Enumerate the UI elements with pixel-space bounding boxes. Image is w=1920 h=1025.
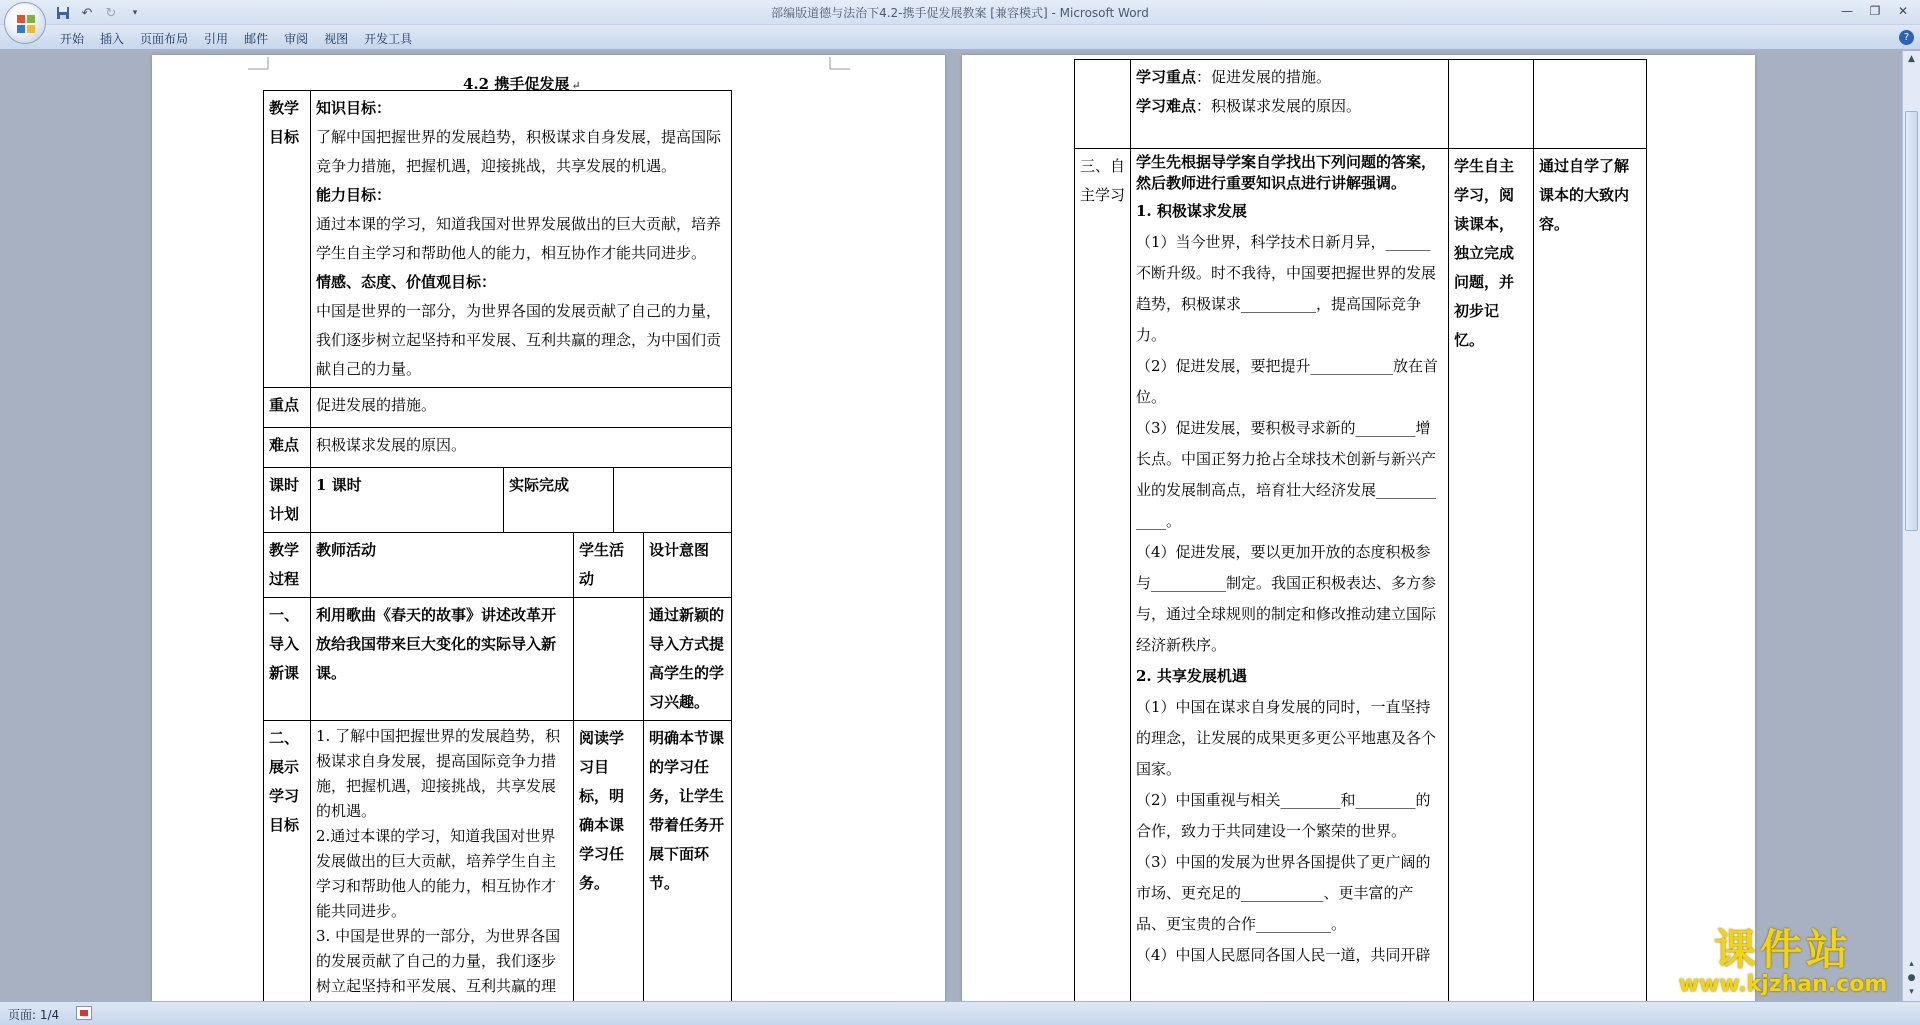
tab-developer[interactable]: 开发工具 <box>364 32 413 46</box>
self-study-label: 三、自主学习 <box>1075 149 1131 1004</box>
ribbon-tab-bar <box>0 25 1920 50</box>
tab-references[interactable]: 引用 <box>204 32 229 46</box>
key-text: 促进发展的措施。 <box>311 388 732 428</box>
tab-mailings[interactable]: 邮件 <box>244 32 269 46</box>
knowledge-text: 了解中国把握世界的发展趋势，积极谋求自身发展，提高国际竞争力措施，把握机遇，迎接挑战，共享发展的机遇。 <box>316 128 722 175</box>
blank-label-cell <box>1075 60 1131 149</box>
window-controls <box>1834 2 1916 20</box>
study-key-line <box>1136 63 1443 92</box>
time-value: 1 课时 <box>311 468 504 533</box>
key-diff-cell <box>1131 60 1449 149</box>
student-header: 学生活动 <box>574 533 644 598</box>
crop-mark-icon <box>828 57 850 73</box>
intent-header: 设计意图 <box>644 533 732 598</box>
tab-page-layout[interactable]: 页面布局 <box>140 32 189 46</box>
title-bar <box>0 0 1920 25</box>
emotion-text: 中国是世界的一部分，为世界各国的发展贡献了自己的力量，我们逐步树立起坚持和平发展、互利共赢的理念，为中国们贡献自己的力量。 <box>316 302 722 378</box>
proofing-icon[interactable] <box>76 1006 92 1020</box>
goals2-label: 二、展示学习目标 <box>264 721 311 1025</box>
s1-q3: （3）促进发展，要积极寻求新的________增长点。中国正努力抢占全球技术创新与新兴产业的发展制高点，培育壮大经济发展____________。 <box>1136 419 1437 530</box>
goals2-student: 阅读学习目标，明确本课学习任务。 <box>574 721 644 1025</box>
time-label: 课时计划 <box>264 468 311 533</box>
document-workspace <box>0 51 1902 1001</box>
next-page-icon[interactable]: ▾ <box>1909 987 1914 997</box>
help-icon[interactable]: ? <box>1899 30 1914 45</box>
customize-toolbar-icon[interactable]: ▾ <box>132 8 138 18</box>
self-study-intro: 学生先根据导学案自学找出下列问题的答案，然后教师进行重要知识点进行讲解强调。 <box>1136 153 1437 192</box>
goals2-cell <box>311 721 574 1025</box>
teacher-header: 教师活动 <box>311 533 574 598</box>
s1-q4: （4）促进发展，要以更加开放的态度积极参与__________制定。我国正积极表达、多方参与，通过全球规则的制定和修改推动建立国际经济新秩序。 <box>1136 543 1437 654</box>
actual-value <box>614 468 732 533</box>
tab-insert[interactable]: 插入 <box>100 32 125 46</box>
difficulty-text: 积极谋求发展的原因。 <box>311 428 732 468</box>
study-key-text: ：促进发展的措施。 <box>1196 68 1332 86</box>
difficulty-label: 难点 <box>264 428 311 468</box>
prev-page-icon[interactable]: ▴ <box>1909 959 1914 969</box>
close-button[interactable]: ✕ <box>1897 4 1909 18</box>
s2-q4: （4）中国人民愿同各国人民一道，共同开辟 <box>1136 946 1431 964</box>
scrollbar-thumb[interactable] <box>1905 111 1918 531</box>
restore-button[interactable]: ❐ <box>1869 4 1881 18</box>
tab-view[interactable]: 视图 <box>324 32 349 46</box>
s1-q2: （2）促进发展，要把提升___________放在首位。 <box>1136 357 1439 406</box>
window-title: 部编版道德与法治下4.2-携手促发展教案 [兼容模式] - Microsoft Word <box>771 6 1149 20</box>
s1-q1: （1）当今世界，科学技术日新月异，______不断升级。时不我待，中国要把握世界的发展趋势，积极谋求__________，提高国际竞争力。 <box>1136 233 1437 344</box>
study-diff-text: ：积极谋求发展的原因。 <box>1196 97 1362 115</box>
study-diff-line <box>1136 92 1443 121</box>
emotion-title: 情感、态度、价值观目标： <box>316 273 497 291</box>
s2-q3: （3）中国的发展为世界各国提供了更广阔的市场、更充足的___________、更丰富的产品、更宝贵的合作__________。 <box>1136 853 1431 933</box>
knowledge-title: 知识目标： <box>316 99 392 117</box>
goals2-item1: 1. 了解中国把握世界的发展趋势，积极谋求自身发展，提高国际竞争力措施，把握机遇，迎接挑战，共享发展的机遇。 <box>316 727 561 820</box>
vertical-scrollbar[interactable] <box>1902 51 1920 1001</box>
document-page-1 <box>152 55 945 1003</box>
actual-label: 实际完成 <box>504 468 614 533</box>
crop-mark-icon <box>248 57 270 73</box>
key-label: 重点 <box>264 388 311 428</box>
lesson-plan-table <box>263 90 732 1025</box>
intro-student <box>574 598 644 721</box>
blank-student-cell <box>1449 60 1534 149</box>
study-key-title: 学习重点 <box>1136 68 1197 86</box>
office-logo-icon <box>16 14 36 34</box>
site-watermark <box>1668 927 1898 999</box>
page-heading: 4.2 携手促发展 ↵ <box>463 75 581 93</box>
ability-text: 通过本课的学习，知道我国对世界发展做出的巨大贡献，培养学生自主学习和帮助他人的能力，相互协作才能共同进步。 <box>316 215 722 262</box>
intro-text: 利用歌曲《春天的故事》讲述改革开放给我国带来巨大变化的实际导入新课。 <box>311 598 574 721</box>
tab-review[interactable]: 审阅 <box>284 32 309 46</box>
goals-cell <box>311 91 732 388</box>
blank-intent-cell <box>1534 60 1647 149</box>
intro-label: 一、导入新课 <box>264 598 311 721</box>
office-button[interactable] <box>4 2 46 44</box>
minimize-button[interactable]: — <box>1841 4 1853 18</box>
goals2-intent: 明确本节课的学习任务，让学生带着任务开展下面环节。 <box>644 721 732 1025</box>
self-study-table <box>1074 59 1647 1004</box>
ability-title: 能力目标： <box>316 186 392 204</box>
goals-label: 教学目标 <box>264 91 311 388</box>
intro-intent: 通过新颖的导入方式提高学生的学习兴趣。 <box>644 598 732 721</box>
self-study-intent: 通过自学了解课本的大致内容。 <box>1534 149 1647 1004</box>
section2-title: 2. 共享发展机遇 <box>1136 667 1247 685</box>
goals2-item2: 2.通过本课的学习，知道我国对世界发展做出的巨大贡献，培养学生自主学习和帮助他人的能力，相互协作才能共同进步。 <box>316 827 557 920</box>
browse-object-icon[interactable]: ● <box>1907 973 1916 983</box>
watermark-main-text: 课件站 <box>1713 925 1852 974</box>
watermark-url: www.kjzhan.com <box>1678 972 1888 997</box>
study-diff-title: 学习难点 <box>1136 97 1197 115</box>
scroll-up-icon[interactable]: ▲ <box>1908 54 1915 64</box>
process-label: 教学过程 <box>264 533 311 598</box>
undo-icon[interactable]: ↶ <box>81 5 93 21</box>
status-bar <box>0 1001 1920 1025</box>
s2-q1: （1）中国在谋求自身发展的同时，一直坚持的理念，让发展的成果更多更公平地惠及各个国家。 <box>1136 698 1437 778</box>
self-study-student: 学生自主学习，阅读课本，独立完成问题，并初步记忆。 <box>1449 149 1534 1004</box>
goals2-item3: 3. 中国是世界的一部分，为世界各国的发展贡献了自己的力量，我们逐步树立起坚持和平发展、互利共赢的理 <box>316 927 561 995</box>
s2-q2: （2）中国重视与相关________和________的合作，致力于共同建设一个繁荣的世界。 <box>1136 791 1431 840</box>
tab-home[interactable]: 开始 <box>60 32 85 46</box>
page-indicator[interactable]: 页面: 1/4 <box>8 1008 60 1022</box>
redo-icon[interactable]: ↻ <box>105 5 117 21</box>
document-page-2 <box>962 55 1755 1003</box>
section1-title: 1. 积极谋求发展 <box>1136 202 1247 220</box>
self-study-content <box>1131 149 1449 1004</box>
